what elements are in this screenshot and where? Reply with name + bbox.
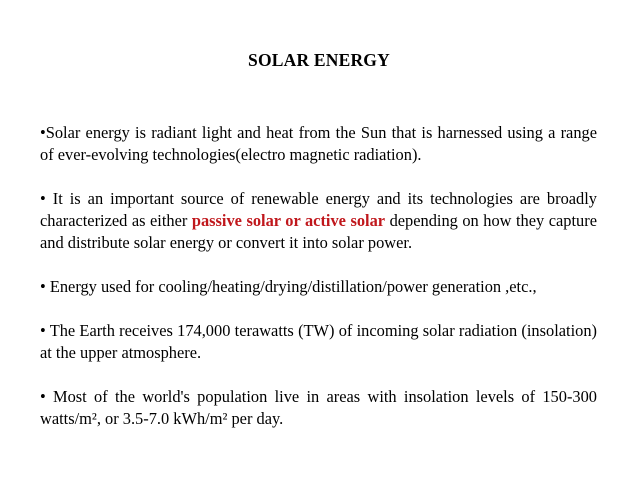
bullet-earth-receives: • The Earth receives 174,000 terawatts (TW) of incoming solar radiation (insolation) at the upper atmosphere. bbox=[40, 321, 597, 362]
bullet-energy-uses: • Energy used for cooling/heating/drying/distillation/power generation ,etc., bbox=[40, 277, 537, 296]
bullet-renewable-text-before: • It is an important source of renewable energy and its technologies are broadly characterized as either bbox=[40, 189, 597, 230]
bullet-renewable-text-after: depending on how they capture and distribute solar energy or convert it into solar power. bbox=[40, 211, 597, 252]
slide-content bbox=[40, 122, 597, 430]
bullet-definition: •Solar energy is radiant light and heat from the Sun that is harnessed using a range of ever-evolving technologies(electro magnetic radiation). bbox=[40, 123, 597, 164]
bullet-renewable-source bbox=[40, 188, 597, 254]
bullet-insolation-levels: • Most of the world's population live in areas with insolation levels of 150-300 watts/m², or 3.5-7.0 kWh/m² per day. bbox=[40, 387, 597, 428]
slide-title: SOLAR ENERGY bbox=[248, 50, 390, 70]
passive-active-solar-highlight: passive solar or active solar bbox=[191, 211, 386, 230]
